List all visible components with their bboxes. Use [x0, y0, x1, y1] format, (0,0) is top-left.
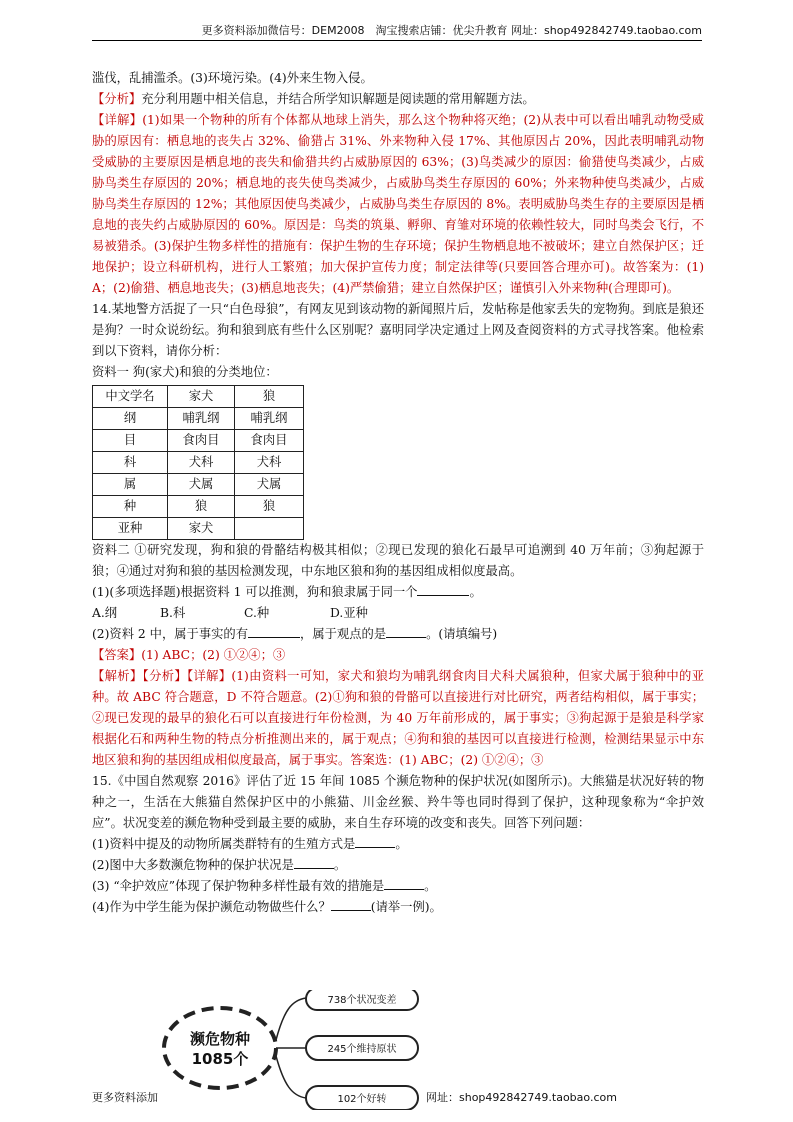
center-ellipse — [164, 1008, 276, 1088]
table-cell: 哺乳纲 — [168, 408, 235, 430]
option-a: A.纲 — [92, 606, 118, 620]
q15-stem: 15.《中国自然观察 2016》评估了近 15 年间 1085 个濒危物种的保护状况(如图所示)。大熊猫是状况好转的物种之一，生活在大熊猫自然保护区中的小熊猫、川金丝猴、羚牛等也同时得到了保护，这种现象称为“伞护效应”。状况变差的濒危物种受到最主要的威胁，来自生存环境的改变和丧失。回答下列问题： — [92, 774, 704, 830]
document-body — [92, 68, 704, 918]
table-cell: 犬属 — [235, 474, 304, 496]
q14-sub1 — [92, 582, 704, 603]
q14-material1-title: 资料一 狗(家犬)和狼的分类地位： — [92, 365, 278, 379]
option-c: C.种 — [244, 606, 270, 620]
q14-sub2-text: 。(请填编号) — [426, 627, 498, 641]
q15-sub4-text: (4)作为中学生能为保护濒危动物做些什么？ — [92, 900, 331, 914]
table-cell — [235, 518, 304, 540]
detail-text: (1)如果一个物种的所有个体都从地球上消失，那么这个物种将灭绝；(2)从表中可以看出哺乳动物受威胁的原因有：栖息地的丧失占 32%、偷猎占 31%、外来物种入侵 17%、其他原因占 20%，因此表明哺乳动物受威胁的主要原因是栖息地的丧失和偷猎共约占威胁原因的 63%；(3)鸟类减少的原因：偷猎使鸟类减少，占威胁鸟类生存原因的 20%；栖息地的丧失使鸟类减少，占威胁鸟类生存原因的 60%；外来物种使鸟类减少，占威胁鸟类生存原因的 12%；其他原因使鸟类减少，占威胁鸟类生存原因的 8%。表明威胁鸟类生存的主要原因是栖息地的丧失约占威胁原因的 60%。原因是：鸟类的筑巢、孵卵、育雏对环境的依赖性较大，同时鸟类会飞行，不易被猎杀。(3)保护生物多样性的措施有：保护生物的生存环境；保护生物栖息地不被破坏；建立自然保护区；迁地保护；设立科研机构，进行人工繁殖；加大保护宣传力度；制定法律等(只要回答合理亦可)。故答案为：(1) A；(2)偷猎、栖息地丧失；(3)栖息地丧失；(4)严禁偷猎；建立自然保护区；谨慎引入外来物种(合理即可)。 — [92, 113, 704, 295]
table-row — [93, 452, 304, 474]
q14-explanation — [92, 666, 704, 771]
center-label-line1: 濒危物种 — [189, 1030, 251, 1048]
explain-text: (1)由资料一可知，家犬和狼均为哺乳纲食肉目犬科犬属狼种，但家犬属于狼种中的亚种。故 ABC 符合题意，D 不符合题意。(2)①狗和狼的骨骼可以直接进行对比研究，两者结构相似，属于事实；②现已发现的最早的狼化石可以直接进行年份检测，为 40 万年前形成的，属于事实；③狗起源于是狼是科学家根据化石和两种生物的特点分析推测出来的，属于观点；④狗和狼的基因可以直接进行检测，检测结果显示中东地区狼和狗的基因组成相似度最高，属于事实。答案选：(1) ABC；(2) ①②④；③ — [92, 669, 704, 767]
q15-sub2 — [92, 855, 704, 876]
table-cell: 属 — [93, 474, 168, 496]
answer-blank — [248, 625, 300, 638]
q15-sub4 — [92, 897, 704, 918]
paragraph-prev-answer: 滥伐，乱捕滥杀。(3)环境污染。(4)外来生物入侵。 — [92, 71, 373, 85]
q15-sub3-end: 。 — [424, 879, 437, 893]
answer-blank — [294, 856, 334, 869]
option-b: B.科 — [160, 606, 186, 620]
analysis-label: 【分析】 — [92, 92, 142, 106]
box-same-label: 245个维持原状 — [327, 1044, 397, 1055]
answer-blank — [384, 877, 424, 890]
table-cell: 狼 — [235, 496, 304, 518]
answer-text: (1) ABC；(2) ①②④；③ — [141, 648, 286, 662]
table-row — [93, 430, 304, 452]
paragraph-analysis — [92, 89, 704, 110]
q14-sub1-end: 。 — [469, 585, 482, 599]
option-d: D.亚种 — [330, 606, 368, 620]
footer-url: 网址：shop492842749.taobao.com — [426, 1091, 617, 1104]
detail-label: 【详解】 — [92, 113, 143, 127]
answer-blank — [417, 583, 469, 596]
q14-sub2 — [92, 624, 704, 645]
connector-top — [276, 998, 306, 1040]
classification-table — [92, 385, 304, 540]
table-cell: 狼 — [168, 496, 235, 518]
table-cell: 纲 — [93, 408, 168, 430]
q14-material2: 资料二 ①研究发现，狗和狼的骨骼结构极其相似；②现已发现的狼化石最早可追溯到 40 万年前；③狗起源于狼；④通过对狗和狼的基因检测发现，中东地区狼和狗的基因组成相似度最高。 — [92, 543, 704, 578]
answer-blank — [331, 898, 371, 911]
q14-stem: 14.某地警方活捉了一只“白色母狼”，有网友见到该动物的新闻照片后，发帖称是他家丢失的宠物狗。到底是狼还是狗？一时众说纷纭。狗和狼到底有些什么区别呢？嘉明同学决定通过上网及查阅资料的方式寻找答案。他检索到以下资料，请你分析： — [92, 302, 704, 358]
answer-blank — [386, 625, 426, 638]
table-cell: 食肉目 — [235, 430, 304, 452]
table-cell: 食肉目 — [168, 430, 235, 452]
table-cell: 犬科 — [235, 452, 304, 474]
answer-blank — [355, 835, 395, 848]
table-cell: 目 — [93, 430, 168, 452]
table-cell: 犬属 — [168, 474, 235, 496]
q14-sub2-text: (2)资料 2 中，属于事实的有 — [92, 627, 249, 641]
page-header: 更多资料添加微信号：DEM2008 淘宝搜索店铺：优尖升教育 网址：shop492842749.taobao.com — [92, 22, 702, 41]
center-label-line2: 1085个 — [191, 1050, 249, 1068]
q15-sub2-text: (2)图中大多数濒危物种的保护状况是 — [92, 858, 294, 872]
q15-sub2-end: 。 — [333, 858, 347, 872]
q15-sub3-text: (3) “伞护效应”体现了保护物种多样性最有效的措施是 — [92, 879, 385, 893]
table-cell: 亚种 — [93, 518, 168, 540]
analysis-text: 充分利用题中相关信息，并结合所学知识解题是阅读题的常用解题方法。 — [141, 92, 535, 106]
table-row — [93, 408, 304, 430]
footer-left: 更多资料添加 — [92, 1091, 158, 1104]
box-worse-label: 738个状况变差 — [327, 995, 397, 1006]
table-row — [93, 518, 304, 540]
table-cell: 犬科 — [168, 452, 235, 474]
q14-sub1-text: (1)(多项选择题)根据资料 1 可以推测，狗和狼隶属于同一个 — [92, 585, 418, 599]
q14-answer — [92, 645, 704, 666]
answer-label: 【答案】 — [92, 648, 142, 662]
table-cell: 科 — [93, 452, 168, 474]
q15-sub1-end: 。 — [395, 837, 408, 851]
q14-options — [92, 603, 704, 624]
table-row — [93, 496, 304, 518]
q15-sub3 — [92, 876, 704, 897]
q15-sub1-text: (1)资料中提及的动物所属类群特有的生殖方式是 — [92, 837, 356, 851]
table-header-row — [93, 386, 304, 408]
table-cell: 家犬 — [168, 518, 235, 540]
box-better-label: 102个好转 — [337, 1094, 387, 1105]
q14-sub2-text: ，属于观点的是 — [300, 627, 387, 641]
q15-sub4-end: (请举一例)。 — [370, 900, 442, 914]
table-cell: 哺乳纲 — [235, 408, 304, 430]
table-cell: 种 — [93, 496, 168, 518]
q15-sub1 — [92, 834, 704, 855]
explain-label: 【解析】【分析】【详解】 — [92, 669, 232, 683]
page-footer — [92, 1089, 704, 1107]
table-header-cell: 狼 — [235, 386, 304, 408]
paragraph-detail — [92, 110, 704, 299]
table-header-cell: 中文学名 — [93, 386, 168, 408]
table-row — [93, 474, 304, 496]
table-header-cell: 家犬 — [168, 386, 235, 408]
